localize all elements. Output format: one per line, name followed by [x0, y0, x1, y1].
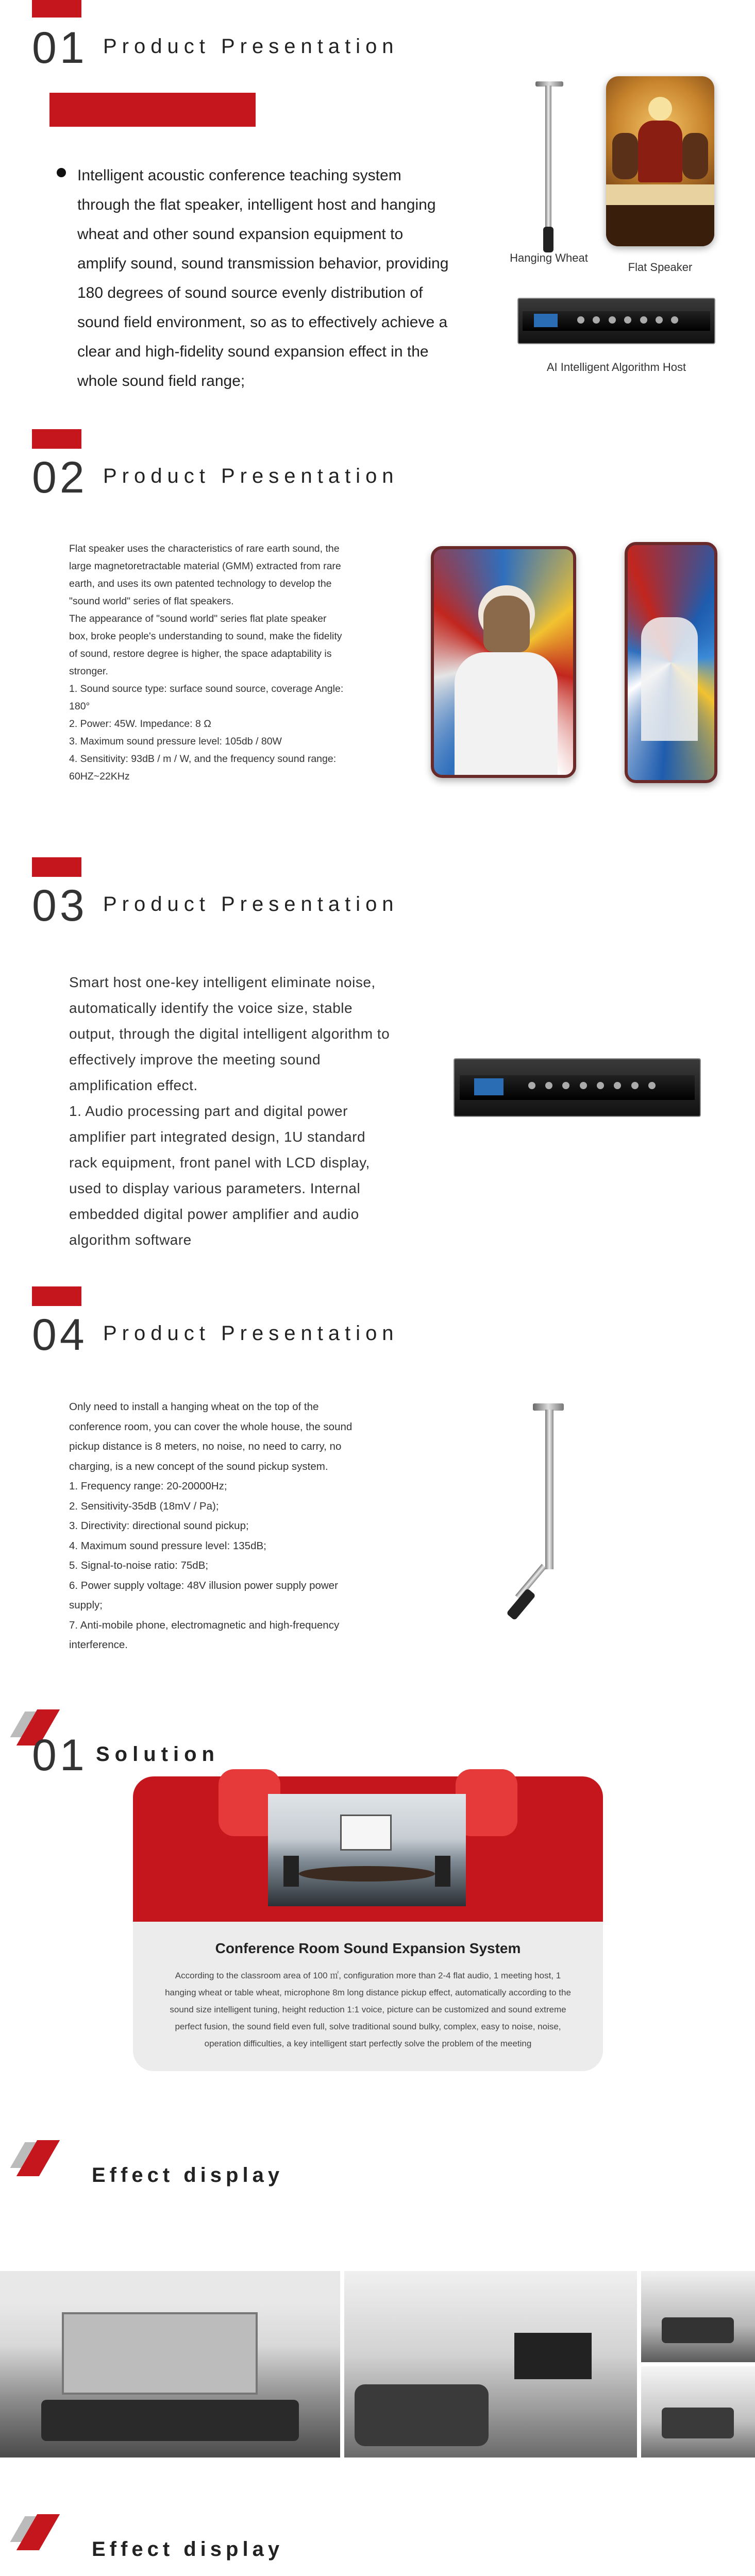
solution-card [133, 1922, 603, 2071]
flat-speaker-image [606, 76, 714, 246]
effect-photo-tv-room [344, 2271, 637, 2458]
section1-paragraph: Intelligent acoustic conference teaching system through the flat speaker, intelligent host and hanging wheat and other sound expansion equipment to amplify sound, sound transmission behavior, providing 180 degrees of sound source evenly distribution of sound field environment, so as to effectively achieve a clear and high-fidelity sound expansion effect in the whole sound field range; [77, 167, 449, 389]
effect-photo-small-top [641, 2271, 755, 2362]
section-number: 03 [32, 881, 88, 930]
flat-speaker-front-image [431, 546, 576, 778]
section2-paragraph: Flat speaker uses the characteristics of rare earth sound, the large magnetoretractable material (GMM) extracted from rare earth, and uses its own patented technology to develop the "sound world" series of flat speakers. The appearance of "sound world" series flat plate speaker box, broke people's understanding to sound, make the fidelity of sound, restore degree is higher, the space adaptability is stronger. 1. Sound source type: surface sound source, coverage Angle: 180° 2. Power: 45W. Impedance: 8 Ω 3. Maximum sound pressure level: 105db / 80W 4. Sensitivity: 93dB / m / W, and the frequency sound range: 60HZ~22KHz [69, 543, 344, 782]
section-title: Product Presentation [103, 465, 399, 487]
section3-paragraph: Smart host one-key intelligent eliminate noise, automatically identify the voice size, stable output, through the digital intelligent algorithm to effectively improve the meeting sound amplification effect. 1. Audio processing part and digital power amplifier part integrated design, 1U standard rack equipment, front panel with LCD display, used to display various parameters. Internal embedded digital power amplifier and audio algorithm software [69, 974, 390, 1248]
effect-title: Effect display [92, 2164, 284, 2187]
section-title: Product Presentation [103, 35, 399, 58]
conference-room-photo [268, 1794, 466, 1906]
effect-photo-living-room [0, 2271, 340, 2458]
section-tab-02 [32, 429, 81, 449]
section-tab-03 [32, 857, 81, 877]
solution-card-title: Conference Room Sound Expansion System [215, 1940, 521, 1956]
hanging-wheat-caption: Hanging Wheat [510, 251, 588, 264]
solution-number: 01 [32, 1731, 88, 1780]
red-banner [49, 93, 256, 127]
ai-host-image [517, 298, 715, 344]
section-title: Product Presentation [103, 893, 399, 916]
section-tab-01 [32, 0, 81, 18]
section-number: 01 [32, 23, 88, 73]
flat-speaker-side-image [625, 542, 717, 783]
section-number: 02 [32, 453, 88, 502]
smart-host-image [454, 1058, 701, 1117]
section-title: Product Presentation [103, 1322, 399, 1345]
effect-photo-small-bottom [641, 2366, 755, 2458]
section-number: 04 [32, 1310, 88, 1360]
ai-host-caption: AI Intelligent Algorithm Host [546, 361, 686, 374]
section4-paragraph: Only need to install a hanging wheat on the top of the conference room, you can cover the whole house, the sound pickup distance is 8 meters, no noise, no need to carry, no charging, is a new concept of the sound pickup system. 1. Frequency range: 20-20000Hz; 2. Sensitivity-35dB (18mV / Pa); 3. Directivity: directional sound pickup; 4. Maximum sound pressure level: 135dB; 5. Signal-to-noise ratio: 75dB; 6. Power supply voltage: 48V illusion power supply power supply; 7. Anti-mobile phone, electromagnetic and high-frequency interference. [69, 1401, 353, 1651]
solution-card-text: According to the classroom area of 100 ㎡, configuration more than 2-4 flat audio, 1 meeting host, 1 hanging wheat or table wheat, microphone 8m long distance pickup effect, automatically according to the sound size intelligent tuning, height reduction 1:1 voice, picture can be customized and sound extreme perfect fusion, the sound field even full, solve traditional sound bulky, complex, easy to noise, noise, operation difficulties, a key intelligent start perfectly solve the problem of the meeting [165, 1971, 571, 2048]
solution-title: Solution [96, 1743, 220, 1766]
bullet-dot [57, 168, 66, 177]
effect-title: Effect display [92, 2538, 284, 2561]
flat-speaker-caption: Flat Speaker [628, 261, 693, 274]
section-tab-04 [32, 1286, 81, 1306]
